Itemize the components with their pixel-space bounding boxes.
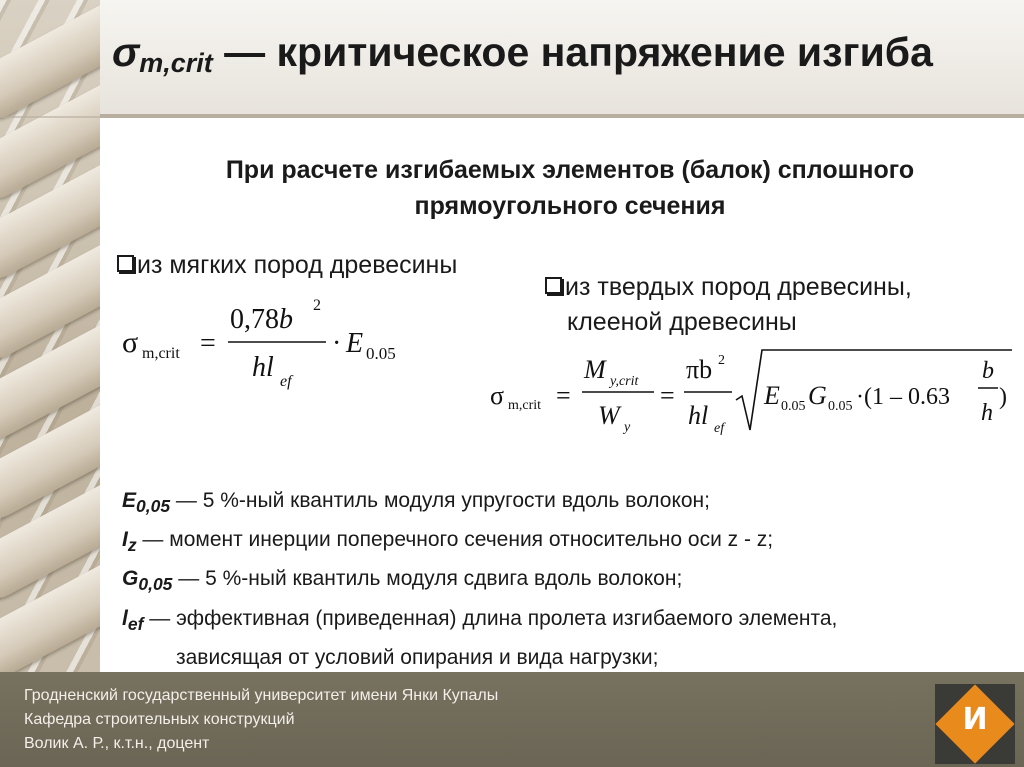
legend-text: — 5 %-ный квантиль модуля сдвига вдоль волокон; — [172, 567, 683, 591]
f2-close: ) — [999, 384, 1007, 410]
svg-text:· — [332, 328, 341, 359]
svg-text:ef — [714, 421, 726, 436]
f2-M-sub: y,crit — [610, 374, 639, 389]
f2-mid: ·(1 – 0.63 — [856, 384, 950, 410]
title-divider-left — [0, 116, 100, 118]
svg-text:= — [660, 381, 675, 410]
legend-symbol-sub: ef — [127, 613, 144, 634]
svg-text:) — [999, 384, 1007, 410]
checkbox-bullet-icon — [545, 277, 562, 294]
footer-bar — [0, 672, 1024, 767]
svg-text:0.05 — [781, 399, 806, 414]
legend-row — [122, 562, 982, 601]
f1-equals: = — [200, 328, 216, 359]
formula-hardwood — [488, 344, 1018, 444]
legend-row — [122, 484, 982, 523]
title-sigma: σ — [112, 29, 140, 75]
f2-pi-b: πb — [686, 355, 713, 384]
svg-text:hl — [688, 401, 708, 430]
f1-dot: · — [332, 328, 342, 359]
legend-row — [122, 602, 982, 641]
svg-text:W — [598, 401, 622, 430]
legend-text: — эффективная (приведенная) длина пролета изгибаемого элемента, — [143, 606, 838, 630]
university-logo-icon: И — [935, 684, 1015, 764]
f1-sigma: σ — [122, 326, 139, 359]
intro-heading: При расчете изгибаемых элементов (балок) сплошного прямоугольного сечения — [225, 156, 915, 220]
footer-author: Волик А. Р., к.т.н., доцент — [24, 735, 210, 752]
formula-softwood — [120, 290, 420, 400]
svg-text:= — [556, 381, 571, 410]
f1-num-exp: 2 — [313, 297, 321, 314]
svg-text:2 — [718, 353, 725, 368]
legend-text: — 5 %-ный квантиль модуля упругости вдоль волокон; — [170, 489, 710, 512]
svg-text:E — [763, 381, 780, 410]
svg-text:·(1 – 0.63 — [856, 384, 950, 410]
checkbox-bullet-icon — [117, 255, 134, 272]
legend-symbol: I — [122, 528, 128, 552]
f1-E-sub: 0.05 — [366, 344, 396, 363]
title-divider — [100, 114, 1024, 118]
legend-symbol: E — [122, 489, 137, 512]
title-text: — критическое напряжение изгиба — [212, 29, 933, 75]
wood-texture-decoration — [0, 0, 100, 672]
f2-E-sub: 0.05 — [781, 399, 806, 414]
svg-text:m,crit — [142, 345, 180, 362]
f2-frac-b: b — [982, 358, 994, 384]
legend-continuation: зависящая от условий опирания и вида нагрузки; — [176, 645, 659, 669]
svg-text:2 — [313, 297, 321, 314]
f2-equals: = — [556, 381, 571, 410]
footer-text — [24, 684, 498, 756]
bullet-softwood-label: из мягких пород древесины — [137, 251, 458, 279]
f2-G-sub: 0.05 — [828, 399, 853, 414]
svg-text:πb — [686, 355, 712, 384]
legend-symbol-sub: 0,05 — [136, 496, 171, 517]
f1-den: hl — [252, 352, 274, 383]
footer-department: Кафедра строительных конструкций — [24, 711, 295, 728]
f2-frac-h: h — [981, 400, 993, 426]
page-title — [112, 30, 1012, 79]
svg-text:σ — [490, 381, 504, 410]
f2-E: E — [764, 381, 780, 410]
f1-num-var: b — [279, 304, 293, 335]
legend-symbol: G — [122, 567, 139, 591]
svg-text:m,crit — [508, 398, 541, 413]
bullet-hardwood — [545, 270, 912, 340]
title-subscript: m,crit — [139, 48, 213, 78]
footer-university: Гродненский государственный университет имени Янки Купалы — [24, 687, 499, 704]
svg-text:ef — [280, 373, 294, 390]
f2-hl: hl — [688, 401, 709, 430]
f2-G: G — [808, 381, 827, 410]
f2-sigma: σ — [490, 381, 505, 410]
bullet-hardwood-label-line1: из твердых пород древесины, — [565, 273, 912, 301]
f2-equals-2: = — [660, 381, 675, 410]
svg-text:G — [808, 381, 827, 410]
f2-sigma-sub: m,crit — [508, 398, 542, 413]
svg-text:y — [622, 420, 631, 435]
f2-W-sub: y — [624, 420, 631, 435]
svg-text:= — [200, 328, 216, 359]
bullet-softwood — [117, 248, 457, 283]
bullet-hardwood-label-line2: клееной древесины — [567, 308, 797, 336]
svg-text:M — [583, 355, 607, 384]
svg-text:σ — [122, 326, 138, 359]
svg-text:0.05 — [828, 399, 853, 414]
variable-legend — [122, 484, 982, 675]
f2-exp: 2 — [718, 353, 725, 368]
f2-M: M — [584, 355, 606, 384]
svg-text:0.05 — [366, 344, 396, 363]
svg-text:0,78b — [230, 304, 293, 335]
svg-text:y,crit — [608, 374, 639, 389]
legend-symbol-sub: z — [127, 535, 137, 556]
f1-num-coef: 0,78 — [230, 304, 279, 335]
svg-text:hl — [252, 352, 274, 383]
f1-sigma-sub: m,crit — [142, 345, 180, 362]
f2-hl-sub: ef — [714, 421, 725, 436]
legend-row — [122, 523, 982, 562]
svg-text:h — [981, 400, 993, 426]
legend-symbol: l — [122, 606, 128, 630]
f2-W: W — [598, 401, 620, 430]
svg-text:b — [982, 358, 994, 384]
svg-text:E — [345, 328, 363, 359]
legend-symbol-sub: 0,05 — [138, 574, 173, 595]
legend-text: — момент инерции поперечного сечения относительно оси z - z; — [136, 528, 774, 552]
f1-E: E — [346, 328, 364, 359]
f1-den-sub: ef — [280, 373, 292, 390]
